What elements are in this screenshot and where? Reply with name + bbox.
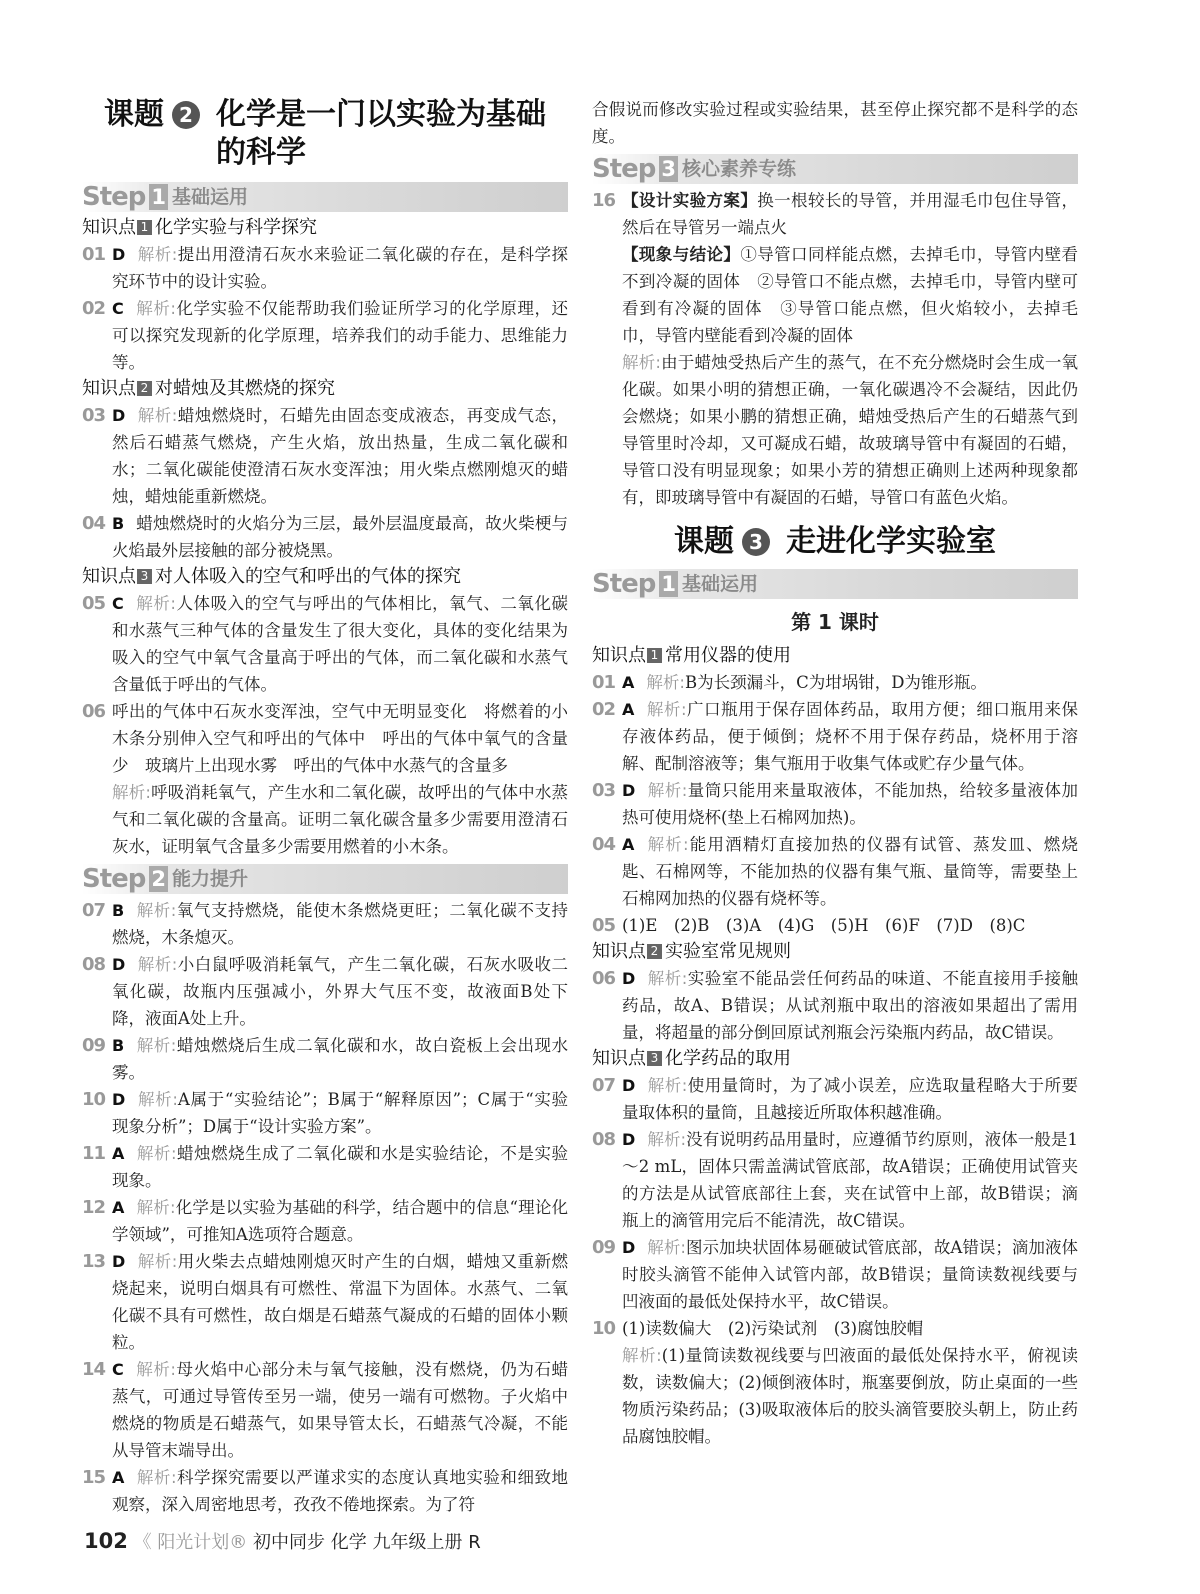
analysis-label: 解析: xyxy=(136,1036,177,1055)
answer-text: 广口瓶用于保存固体药品，取用方便；细口瓶用来保存液体药品，便于倾倒；烧杯不用于保存药品，烧杯用于溶解、配制溶液等；集气瓶用于收集气体或贮存少量气体。 xyxy=(622,700,1078,773)
answer-text: ①导管口同样能点燃，去掉毛巾，导管内壁看不到冷凝的固体 ②导管口不能点燃，去掉毛巾，导管内壁可看到有冷凝的固体 ③导管口能点燃，但火焰较小，去掉毛巾，导管内壁能看到冷凝的固体 xyxy=(622,245,1079,345)
answer-text: 用火柴去点蜡烛刚熄灭时产生的白烟，蜡烛又重新燃烧起来，说明白烟具有可燃性、常温下为固体。水蒸气、二氧化碳不具有可燃性，故白烟是石蜡蒸气凝成的石蜡的固体小颗粒。 xyxy=(112,1252,569,1352)
answer-item xyxy=(82,1194,568,1248)
question-number: 05 xyxy=(592,915,616,936)
question-number: 06 xyxy=(82,701,106,722)
analysis-label: 解析: xyxy=(622,1346,662,1365)
step-number: 3 xyxy=(661,157,677,181)
analysis-label: 解析: xyxy=(137,1252,178,1271)
question-number: 02 xyxy=(592,699,616,720)
answer-choice: D xyxy=(622,1130,636,1149)
knowledge-point-heading xyxy=(82,376,568,402)
step-label: Step xyxy=(592,569,656,599)
answer-choice: D xyxy=(112,406,126,425)
analysis-label: 解析: xyxy=(137,245,178,264)
answer-text: 图示加块状固体易砸破试管底部，故A错误；滴加液体时胶头滴管不能伸入试管内部，故B错误；量筒读数视线要与凹液面的最低处保持水平，故C错误。 xyxy=(622,1238,1079,1311)
lesson-title xyxy=(104,96,568,172)
lesson-title-line: 走进化学实验室 xyxy=(786,524,996,559)
brand-name: 阳光计划® xyxy=(157,1532,248,1553)
answer-item xyxy=(592,696,1078,777)
knowledge-point-heading xyxy=(592,643,1078,669)
question-number: 01 xyxy=(82,244,106,265)
answer-item xyxy=(592,1126,1078,1234)
answer-paragraph xyxy=(622,965,1078,1046)
answer-text: 蜡烛燃烧生成了二氧化碳和水是实验结论，不是实验现象。 xyxy=(112,1144,568,1190)
brand-mark: 《 xyxy=(133,1532,152,1553)
step-label: Step xyxy=(82,182,146,212)
answer-text: (1)读数偏大 (2)污染试剂 (3)腐蚀胶帽 xyxy=(622,1319,924,1338)
knowledge-point-label: 知识点 xyxy=(82,566,136,587)
answer-text: 换一根较长的导管，并用湿毛巾包住导管，然后在导管另一端点火 xyxy=(622,191,1079,237)
analysis-label: 解析: xyxy=(135,299,176,318)
answer-choice: B xyxy=(112,901,125,920)
knowledge-point-label: 知识点 xyxy=(592,941,646,962)
knowledge-point-title: 对人体吸入的空气和呼出的气体的探究 xyxy=(155,566,461,587)
analysis-label: 解析: xyxy=(136,1198,176,1217)
answer-paragraph xyxy=(622,241,1078,349)
answer-item xyxy=(82,295,568,376)
answer-text: A属于“实验结论”；B属于“解释原因”；C属于“实验现象分析”；D属于“设计实验方案”。 xyxy=(112,1090,569,1136)
answer-item xyxy=(82,897,568,951)
left-column xyxy=(82,96,568,1518)
question-number: 03 xyxy=(82,405,106,426)
analysis-label: 解析: xyxy=(622,353,661,372)
knowledge-point-title: 化学实验与科学探究 xyxy=(155,217,317,238)
page-footer xyxy=(84,1528,481,1556)
section-label: 【设计实验方案】 xyxy=(622,191,758,210)
answer-text: B为长颈漏斗，C为坩埚钳，D为锥形瓶。 xyxy=(684,673,987,692)
knowledge-point-heading xyxy=(592,939,1078,965)
answer-text: 量筒只能用来量取液体，不能加热，给较多量液体加热可使用烧杯(垫上石棉网加热)。 xyxy=(622,781,1079,827)
answer-text: 提出用澄清石灰水来验证二氧化碳的存在，是科学探究环节中的设计实验。 xyxy=(112,245,569,291)
analysis-label: 解析: xyxy=(647,1076,688,1095)
answer-item xyxy=(592,912,1078,939)
answer-paragraph xyxy=(112,1464,568,1518)
step-label: Step xyxy=(592,154,656,184)
analysis-label: 解析: xyxy=(137,1090,178,1109)
lesson-number-badge: 3 xyxy=(742,528,770,556)
answer-text: 科学探究需要以严谨求实的态度认真地实验和细致地观察，深入周密地思考，孜孜不倦地探索。为了符 xyxy=(112,1468,568,1514)
answer-choice: B xyxy=(112,1036,125,1055)
analysis-label: 解析: xyxy=(647,1130,687,1149)
answer-choice: A xyxy=(112,1468,125,1487)
answer-text: 氧气支持燃烧，能使木条燃烧更旺；二氧化碳不支持燃烧，木条熄灭。 xyxy=(112,901,569,947)
answer-paragraph xyxy=(112,1032,568,1086)
answer-item xyxy=(82,590,568,698)
answer-paragraph xyxy=(112,1140,568,1194)
answer-item xyxy=(592,1315,1078,1450)
answer-item xyxy=(592,965,1078,1046)
answer-paragraph xyxy=(622,1342,1078,1450)
answer-text: 能用酒精灯直接加热的仪器有试管、蒸发皿、燃烧匙、石棉网等，不能加热的仪器有集气瓶、量筒等，需要垫上石棉网加热的仪器有烧杯等。 xyxy=(622,835,1079,908)
right-column xyxy=(592,96,1078,1450)
answer-text: 蜡烛燃烧后生成二氧化碳和水，故白瓷板上会出现水雾。 xyxy=(112,1036,569,1082)
answer-paragraph xyxy=(622,777,1078,831)
analysis-text: 由于蜡烛受热后产生的蒸气，在不充分燃烧时会生成一氧化碳。如果小明的猜想正确，一氧化碳遇冷不会凝结，因此仍会燃烧；如果小鹏的猜想正确，蜡烛受热后产生的石蜡蒸气到导管里时冷却，又可凝成石蜡，故玻璃导管中有凝固的石蜡，导管口没有明显现象；如果小芳的猜想正确则上述两种现象都有，即玻璃导管中有凝固的石蜡，导管口有蓝色火焰。 xyxy=(622,353,1079,507)
lesson-number-badge: 2 xyxy=(172,101,200,129)
question-number: 08 xyxy=(592,1129,616,1150)
answer-item xyxy=(82,1248,568,1356)
answer-paragraph xyxy=(622,1126,1078,1234)
answer-choice: D xyxy=(112,1090,126,1109)
answer-item xyxy=(592,831,1078,912)
answer-text: 使用量筒时，为了减小误差，应选取量程略大于所要量取体积的量筒，且越接近所取体积越准确。 xyxy=(622,1076,1079,1122)
step-header xyxy=(592,154,1078,184)
answer-choice: A xyxy=(622,835,635,854)
answer-choice: D xyxy=(622,781,636,800)
answer-text: 蜡烛燃烧时，石蜡先由固态变成液态，再变成气态，然后石蜡蒸气燃烧，产生火焰，放出热量，生成二氧化碳和水；二氧化碳能使澄清石灰水变浑浊；用火柴点燃刚熄灭的蜡烛，蜡烛能重新燃烧。 xyxy=(112,406,569,506)
step-title: 核心素养专练 xyxy=(682,158,797,180)
question-number: 16 xyxy=(592,190,616,211)
answer-item xyxy=(592,187,1078,511)
answer-choice: A xyxy=(622,673,635,692)
answer-paragraph xyxy=(622,1072,1078,1126)
question-number: 15 xyxy=(82,1467,106,1488)
answer-paragraph xyxy=(622,187,1078,241)
answer-paragraph xyxy=(622,912,1078,939)
answer-paragraph xyxy=(112,1248,568,1356)
step-title: 基础运用 xyxy=(172,186,249,208)
question-number: 07 xyxy=(82,900,106,921)
lesson-title-text xyxy=(216,96,546,172)
knowledge-point-number: 1 xyxy=(647,648,662,663)
answer-choice: D xyxy=(622,969,636,988)
knowledge-point-title: 化学药品的取用 xyxy=(665,1048,791,1069)
knowledge-point-number: 2 xyxy=(137,381,152,396)
analysis-label: 解析: xyxy=(136,1144,177,1163)
answer-choice: D xyxy=(112,245,126,264)
answer-choice: A xyxy=(112,1144,125,1163)
knowledge-point-label: 知识点 xyxy=(592,645,646,666)
question-number: 14 xyxy=(82,1359,106,1380)
answer-item xyxy=(82,1140,568,1194)
answer-choice: D xyxy=(112,1252,126,1271)
answer-paragraph xyxy=(112,510,568,564)
answer-text: 小白鼠呼吸消耗氧气，产生二氧化碳，石灰水吸收二氧化碳，故瓶内压强减小，外界大气压不变，故液面B处下降，液面A处上升。 xyxy=(112,955,569,1028)
section-label: 【现象与结论】 xyxy=(622,245,741,264)
answer-item xyxy=(82,241,568,295)
knowledge-point-heading xyxy=(82,564,568,590)
answer-paragraph xyxy=(622,831,1078,912)
analysis-text: 呼吸消耗氧气，产生水和二氧化碳，故呼出的气体中水蒸气和二氧化碳的含量高。证明二氧化碳含量多少需要用澄清石灰水，证明氧气含量多少需要用燃着的小木条。 xyxy=(112,783,569,856)
answer-item xyxy=(592,1234,1078,1315)
lesson-period-title: 第 1 课时 xyxy=(791,610,879,634)
question-number: 04 xyxy=(592,834,616,855)
analysis-label: 解析: xyxy=(646,673,685,692)
answer-item xyxy=(592,777,1078,831)
analysis-label: 解析: xyxy=(646,835,689,854)
answer-item xyxy=(82,510,568,564)
step-title: 基础运用 xyxy=(682,573,759,595)
answer-text: 母火焰中心部分未与氧气接触，没有燃烧，仍为石蜡蒸气，可通过导管传至另一端，使另一端有可燃物。子火焰中燃烧的物质是石蜡蒸气，如果导管太长，石蜡蒸气冷凝，不能从导管末端导出。 xyxy=(112,1360,569,1460)
answer-item xyxy=(82,951,568,1032)
answer-choice: A xyxy=(622,700,635,719)
lesson-title-line: 化学是一门以实验为基础 xyxy=(216,97,546,132)
answer-text: (1)E (2)B (3)A (4)G (5)H (6)F (7)D (8)C xyxy=(622,916,1026,935)
question-number: 08 xyxy=(82,954,106,975)
answer-choice: C xyxy=(112,594,124,613)
step-title: 能力提升 xyxy=(172,868,249,890)
answer-paragraph xyxy=(112,1356,568,1464)
knowledge-point-label: 知识点 xyxy=(82,378,136,399)
answer-paragraph xyxy=(622,349,1078,511)
answer-paragraph xyxy=(112,897,568,951)
knowledge-point-number: 3 xyxy=(137,569,152,584)
question-number: 09 xyxy=(82,1035,106,1056)
step-number: 1 xyxy=(661,572,677,596)
analysis-text: (1)量筒读数视线要与凹液面的最低处保持水平，俯视读数，读数偏大；(2)倾倒液体时，瓶塞要倒放，防止桌面的一些物质污染药品；(3)吸取液体后的胶头滴管要胶头朝上，防止药品腐蚀胶帽。 xyxy=(622,1346,1079,1446)
answer-text: 化学是以实验为基础的科学，结合题中的信息“理论化学领域”，可推知A选项符合题意。 xyxy=(112,1198,569,1244)
answer-paragraph xyxy=(112,698,568,779)
answer-choice: C xyxy=(112,1360,124,1379)
question-number: 10 xyxy=(82,1089,106,1110)
analysis-label: 解析: xyxy=(135,594,176,613)
answer-item xyxy=(82,1464,568,1518)
knowledge-point-label: 知识点 xyxy=(592,1048,646,1069)
continued-text: 合假说而修改实验过程或实验结果，甚至停止探究都不是科学的态度。 xyxy=(592,100,1078,146)
step-number: 1 xyxy=(151,185,167,209)
answer-item xyxy=(592,1072,1078,1126)
step-label: Step xyxy=(82,864,146,894)
lesson-title-text xyxy=(786,523,996,561)
answer-item xyxy=(82,1086,568,1140)
answer-choice: C xyxy=(112,299,124,318)
answer-text: 化学实验不仅能帮助我们验证所学习的化学原理，还可以探究发现新的化学原理，培养我们的动手能力、思维能力等。 xyxy=(112,299,569,372)
question-number: 12 xyxy=(82,1197,106,1218)
answer-text: 蜡烛燃烧时的火焰分为三层，最外层温度最高，故火柴梗与火焰最外层接触的部分被烧黑。 xyxy=(112,514,568,560)
step-header xyxy=(592,569,1078,599)
lesson-title xyxy=(592,523,1078,561)
analysis-label: 解析: xyxy=(136,901,177,920)
knowledge-point-title: 常用仪器的使用 xyxy=(665,645,791,666)
question-number: 05 xyxy=(82,593,106,614)
knowledge-point-title: 实验室常见规则 xyxy=(665,941,791,962)
page-number: 102 xyxy=(84,1529,128,1553)
knowledge-point-label: 知识点 xyxy=(82,217,136,238)
analysis-label: 解析: xyxy=(135,1360,176,1379)
question-number: 04 xyxy=(82,513,106,534)
knowledge-point-number: 3 xyxy=(647,1051,662,1066)
answer-choice: A xyxy=(112,1198,125,1217)
step-header xyxy=(82,864,568,894)
answer-paragraph xyxy=(112,779,568,860)
answer-item xyxy=(82,1356,568,1464)
knowledge-point-title: 对蜡烛及其燃烧的探究 xyxy=(155,378,335,399)
analysis-label: 解析: xyxy=(137,955,178,974)
answer-paragraph xyxy=(112,402,568,510)
answer-item xyxy=(82,698,568,860)
step-number: 2 xyxy=(151,867,167,891)
analysis-label: 解析: xyxy=(646,700,687,719)
knowledge-point-heading xyxy=(592,1046,1078,1072)
answer-paragraph xyxy=(112,241,568,295)
analysis-label: 解析: xyxy=(137,406,178,425)
analysis-label: 解析: xyxy=(647,781,688,800)
answer-text: 呼出的气体中石灰水变浑浊，空气中无明显变化 将燃着的小木条分别伸入空气和呼出的气体中 呼出的气体中氧气的含量少 玻璃片上出现水雾 呼出的气体中水蒸气的含量多 xyxy=(112,702,568,775)
lesson-label: 课题 xyxy=(674,524,734,559)
question-number: 06 xyxy=(592,968,616,989)
question-number: 07 xyxy=(592,1075,616,1096)
answer-item xyxy=(82,1032,568,1086)
lesson-title-line: 的科学 xyxy=(216,135,306,170)
answer-choice: B xyxy=(112,514,125,533)
answer-paragraph xyxy=(112,1086,568,1140)
answer-paragraph xyxy=(112,951,568,1032)
analysis-label: 解析: xyxy=(647,969,688,988)
answer-choice: D xyxy=(622,1238,636,1257)
step-header xyxy=(82,182,568,212)
answer-item xyxy=(592,669,1078,696)
knowledge-point-heading xyxy=(82,215,568,241)
answer-paragraph xyxy=(622,1234,1078,1315)
answer-paragraph xyxy=(112,590,568,698)
answer-paragraph xyxy=(112,295,568,376)
answer-text: 人体吸入的空气与呼出的气体相比，氧气、二氧化碳和水蒸气三种气体的含量发生了很大变化，具体的变化结果为吸入的空气中氧气含量高于呼出的气体，而二氧化碳和水蒸气含量低于呼出的气体。 xyxy=(112,594,569,694)
knowledge-point-number: 2 xyxy=(647,944,662,959)
question-number: 01 xyxy=(592,672,616,693)
answer-choice: D xyxy=(622,1076,636,1095)
knowledge-point-number: 1 xyxy=(137,220,152,235)
answer-paragraph xyxy=(112,1194,568,1248)
question-number: 09 xyxy=(592,1237,616,1258)
question-number: 03 xyxy=(592,780,616,801)
answer-paragraph xyxy=(622,1315,1078,1342)
answer-choice: D xyxy=(112,955,126,974)
question-number: 11 xyxy=(82,1143,106,1164)
analysis-label: 解析: xyxy=(647,1238,686,1257)
lesson-label: 课题 xyxy=(104,97,164,132)
analysis-label: 解析: xyxy=(112,783,151,802)
answer-paragraph xyxy=(622,696,1078,777)
answer-item xyxy=(82,402,568,510)
answer-text: 实验室不能品尝任何药品的味道、不能直接用手接触药品，故A、B错误；从试剂瓶中取出的溶液如果超出了需用量，将超量的部分倒回原试剂瓶会污染瓶内药品，故C错误。 xyxy=(622,969,1079,1042)
analysis-label: 解析: xyxy=(136,1468,177,1487)
question-number: 13 xyxy=(82,1251,106,1272)
answer-text: 没有说明药品用量时，应遵循节约原则，液体一般是1～2 mL，固体只需盖满试管底部，故A错误；正确使用试管夹的方法是从试管底部往上套，夹在试管中上部，故B错误；滴瓶上的滴管用完后不能清洗，故C错误。 xyxy=(622,1130,1079,1230)
question-number: 02 xyxy=(82,298,106,319)
question-number: 10 xyxy=(592,1318,616,1339)
book-title: 初中同步 化学 九年级上册 R xyxy=(253,1532,481,1553)
answer-paragraph xyxy=(622,669,1078,696)
